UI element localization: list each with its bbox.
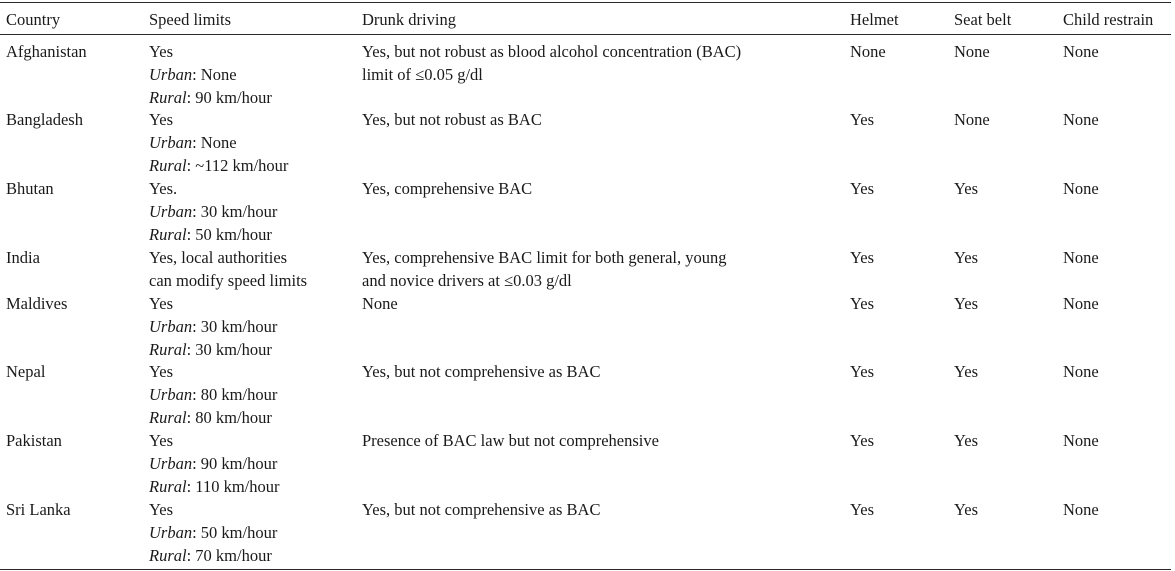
header-speed-limits: Speed limits xyxy=(149,10,232,29)
speed-urban xyxy=(149,131,288,154)
speed-urban xyxy=(149,315,277,338)
cell-country: Bhutan xyxy=(6,179,54,198)
cell-child-restraint: None xyxy=(1063,42,1099,61)
cell-seat-belt: None xyxy=(954,110,990,129)
urban-label: Urban xyxy=(149,523,193,542)
header-helmet: Helmet xyxy=(850,10,899,29)
urban-value: : 80 km/hour xyxy=(192,385,278,404)
cell-country: Bangladesh xyxy=(6,110,83,129)
speed-rural xyxy=(149,86,272,109)
drunk-line: Yes, but not robust as blood alcohol concentration (BAC) xyxy=(362,42,742,61)
cell-helmet: Yes xyxy=(850,294,875,313)
cell-child-restraint: None xyxy=(1063,362,1099,381)
cell-child-restraint: None xyxy=(1063,248,1099,267)
rural-label: Rural xyxy=(149,546,187,565)
cell-speed-limits xyxy=(149,292,277,361)
cell-child-restraint: None xyxy=(1063,431,1099,450)
drunk-line: Yes, comprehensive BAC limit for both general, young xyxy=(362,248,727,267)
speed-line: Yes. xyxy=(149,179,178,198)
urban-label: Urban xyxy=(149,202,193,221)
table-bottom-rule xyxy=(0,569,1171,570)
speed-line: Yes xyxy=(149,42,174,61)
rural-label: Rural xyxy=(149,340,187,359)
cell-country: Nepal xyxy=(6,362,46,381)
rural-value: : ~112 km/hour xyxy=(186,156,289,175)
cell-seat-belt: Yes xyxy=(954,431,979,450)
urban-value: : 90 km/hour xyxy=(192,454,278,473)
cell-child-restraint: None xyxy=(1063,179,1099,198)
cell-drunk-driving xyxy=(362,40,741,86)
urban-value: : None xyxy=(192,65,237,84)
cell-helmet: Yes xyxy=(850,500,875,519)
speed-urban xyxy=(149,200,277,223)
cell-seat-belt: Yes xyxy=(954,500,979,519)
cell-seat-belt: None xyxy=(954,42,990,61)
rural-value: : 70 km/hour xyxy=(186,546,272,565)
cell-seat-belt: Yes xyxy=(954,248,979,267)
rural-value: : 50 km/hour xyxy=(186,225,272,244)
header-child-restraint: Child restrain xyxy=(1063,10,1154,29)
speed-urban xyxy=(149,383,277,406)
speed-rural xyxy=(149,544,277,567)
speed-line: Yes xyxy=(149,362,174,381)
cell-speed-limits xyxy=(149,40,272,109)
cell-helmet: Yes xyxy=(850,179,875,198)
drunk-line: Presence of BAC law but not comprehensive xyxy=(362,431,659,450)
cell-child-restraint: None xyxy=(1063,110,1099,129)
speed-urban xyxy=(149,521,277,544)
speed-rural xyxy=(149,338,277,361)
rural-label: Rural xyxy=(149,156,187,175)
rural-value: : 90 km/hour xyxy=(186,88,272,107)
speed-rural xyxy=(149,475,279,498)
drunk-line: Yes, but not robust as BAC xyxy=(362,110,542,129)
cell-drunk-driving xyxy=(362,246,726,292)
cell-country: Sri Lanka xyxy=(6,500,71,519)
urban-label: Urban xyxy=(149,317,193,336)
header-country: Country xyxy=(6,10,61,29)
cell-child-restraint: None xyxy=(1063,500,1099,519)
drunk-line: None xyxy=(362,294,398,313)
cell-drunk-driving xyxy=(362,177,532,200)
speed-line: Yes xyxy=(149,500,174,519)
cell-helmet: None xyxy=(850,42,886,61)
cell-speed-limits xyxy=(149,429,279,498)
cell-speed-limits xyxy=(149,108,288,177)
cell-drunk-driving xyxy=(362,108,542,131)
cell-speed-limits xyxy=(149,177,277,246)
urban-value: : None xyxy=(192,133,237,152)
drunk-line: Yes, but not comprehensive as BAC xyxy=(362,362,601,381)
speed-line: Yes xyxy=(149,294,174,313)
rural-value: : 80 km/hour xyxy=(186,408,272,427)
cell-speed-limits xyxy=(149,246,307,292)
urban-label: Urban xyxy=(149,133,193,152)
rural-value: : 30 km/hour xyxy=(186,340,272,359)
rural-label: Rural xyxy=(149,225,187,244)
rural-label: Rural xyxy=(149,477,187,496)
cell-helmet: Yes xyxy=(850,362,875,381)
cell-drunk-driving xyxy=(362,429,659,452)
table-header-rule xyxy=(0,34,1171,35)
header-seat-belt: Seat belt xyxy=(954,10,1012,29)
cell-helmet: Yes xyxy=(850,110,875,129)
speed-rural xyxy=(149,154,288,177)
urban-label: Urban xyxy=(149,385,193,404)
rural-label: Rural xyxy=(149,88,187,107)
cell-drunk-driving xyxy=(362,498,600,521)
cell-country: Pakistan xyxy=(6,431,62,450)
cell-drunk-driving xyxy=(362,292,398,315)
cell-helmet: Yes xyxy=(850,248,875,267)
urban-value: : 30 km/hour xyxy=(192,317,278,336)
cell-child-restraint: None xyxy=(1063,294,1099,313)
speed-line: Yes xyxy=(149,431,174,450)
drunk-line: limit of ≤0.05 g/dl xyxy=(362,65,483,84)
cell-helmet: Yes xyxy=(850,431,875,450)
cell-seat-belt: Yes xyxy=(954,179,979,198)
speed-urban xyxy=(149,63,272,86)
cell-country: Maldives xyxy=(6,294,68,313)
speed-urban xyxy=(149,452,279,475)
table-top-rule xyxy=(0,2,1171,3)
cell-speed-limits xyxy=(149,498,277,567)
cell-country: India xyxy=(6,248,40,267)
urban-label: Urban xyxy=(149,65,193,84)
urban-value: : 50 km/hour xyxy=(192,523,278,542)
cell-speed-limits xyxy=(149,360,277,429)
urban-value: : 30 km/hour xyxy=(192,202,278,221)
header-drunk-driving: Drunk driving xyxy=(362,10,456,29)
cell-seat-belt: Yes xyxy=(954,362,979,381)
speed-line: Yes xyxy=(149,110,174,129)
speed-line: Yes, local authorities xyxy=(149,248,288,267)
rural-value: : 110 km/hour xyxy=(186,477,280,496)
drunk-line: and novice drivers at ≤0.03 g/dl xyxy=(362,271,572,290)
speed-line: can modify speed limits xyxy=(149,271,308,290)
cell-country: Afghanistan xyxy=(6,42,87,61)
drunk-line: Yes, comprehensive BAC xyxy=(362,179,533,198)
speed-rural xyxy=(149,223,277,246)
speed-rural xyxy=(149,406,277,429)
rural-label: Rural xyxy=(149,408,187,427)
cell-seat-belt: Yes xyxy=(954,294,979,313)
cell-drunk-driving xyxy=(362,360,600,383)
drunk-line: Yes, but not comprehensive as BAC xyxy=(362,500,601,519)
urban-label: Urban xyxy=(149,454,193,473)
